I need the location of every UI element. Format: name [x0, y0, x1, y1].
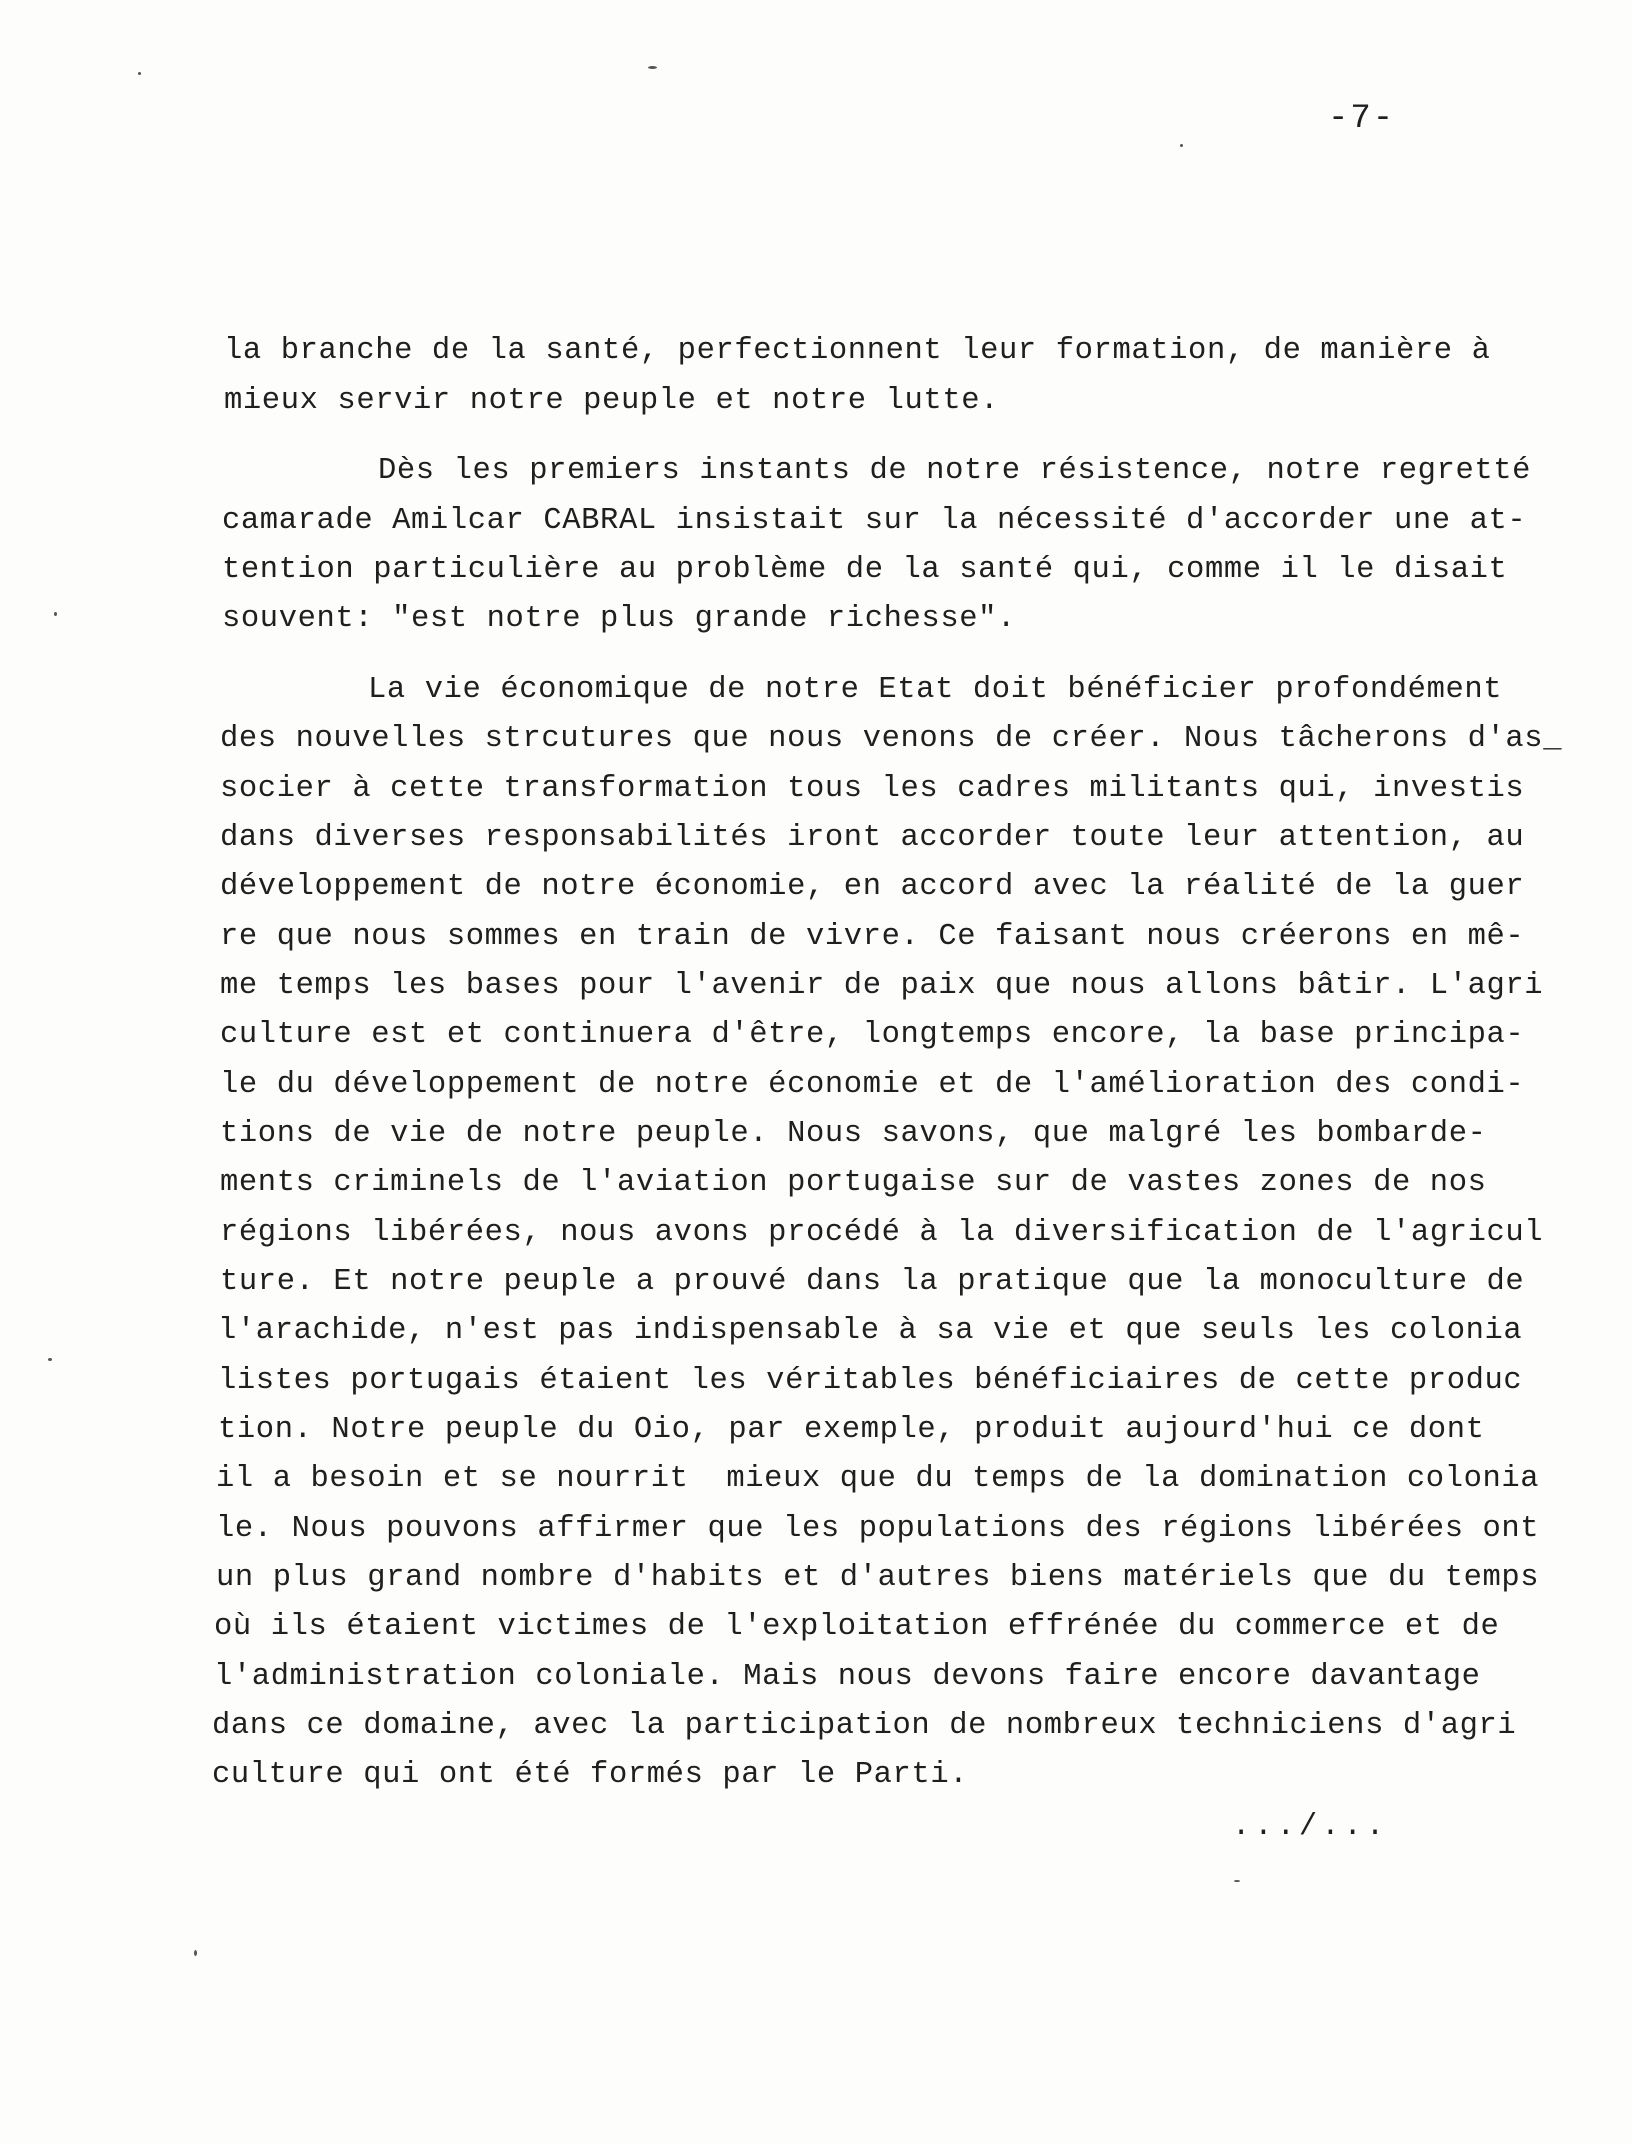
text-line: régions libérées, nous avons procédé à la diversification de l'agricul: [220, 1216, 1544, 1250]
text-line: tion. Notre peuple du Oio, par exemple, produit aujourd'hui ce dont: [218, 1413, 1485, 1447]
text-line: dans diverses responsabilités iront accorder toute leur attention, au: [220, 821, 1525, 855]
text-line: culture est et continuera d'être, longtemps encore, la base principa-: [220, 1018, 1525, 1052]
text-line: le du développement de notre économie et de l'amélioration des condi-: [220, 1068, 1525, 1102]
text-line: la branche de la santé, perfectionnent leur formation, de manière à: [224, 334, 1491, 368]
text-line: un plus grand nombre d'habits et d'autres biens matériels que du temps: [216, 1561, 1540, 1595]
text-line: le. Nous pouvons affirmer que les populations des régions libérées ont: [216, 1512, 1540, 1546]
scan-speck: [194, 1950, 197, 1956]
text-line: camarade Amilcar CABRAL insistait sur la nécessité d'accorder une at-: [222, 504, 1527, 538]
text-line: dans ce domaine, avec la participation de nombreux techniciens d'agri: [212, 1709, 1517, 1743]
text-line: développement de notre économie, en accord avec la réalité de la guer: [220, 870, 1525, 904]
text-line: où ils étaient victimes de l'exploitation effrénée du commerce et de: [214, 1610, 1500, 1644]
scan-speck: [1234, 1880, 1240, 1882]
page-number: -7-: [1328, 100, 1396, 138]
text-line: Dès les premiers instants de notre résistence, notre regretté: [378, 454, 1532, 488]
text-line: il a besoin et se nourrit mieux que du temps de la domination colonia: [216, 1462, 1540, 1496]
text-line: La vie économique de notre Etat doit bénéficier profondément: [368, 673, 1503, 707]
text-line: listes portugais étaient les véritables bénéficiaires de cette produc: [218, 1364, 1523, 1398]
text-line: socier à cette transformation tous les cadres militants qui, investis: [220, 772, 1525, 806]
text-line: l'arachide, n'est pas indispensable à sa vie et que seuls les colonia: [218, 1314, 1523, 1348]
scan-speck: [1180, 144, 1183, 147]
text-line: souvent: "est notre plus grande richesse".: [222, 602, 1016, 636]
text-line: culture qui ont été formés par le Parti.: [212, 1758, 969, 1792]
text-line: re que nous sommes en train de vivre. Ce faisant nous créerons en mê-: [220, 920, 1525, 954]
text-line: l'administration coloniale. Mais nous devons faire encore davantage: [214, 1660, 1481, 1694]
continuation-mark: .../...: [1232, 1810, 1389, 1844]
text-line: des nouvelles strcutures que nous venons de créer. Nous tâcherons d'as_: [220, 722, 1563, 756]
text-line: me temps les bases pour l'avenir de paix que nous allons bâtir. L'agri: [220, 969, 1544, 1003]
scan-speck: [48, 1358, 52, 1361]
text-line: ments criminels de l'aviation portugaise sur de vastes zones de nos: [220, 1166, 1487, 1200]
text-line: mieux servir notre peuple et notre lutte.: [224, 384, 1000, 418]
text-line: ture. Et notre peuple a prouvé dans la pratique que la monoculture de: [220, 1265, 1525, 1299]
scan-speck: [138, 72, 141, 75]
text-line: tention particulière au problème de la santé qui, comme il le disait: [222, 553, 1508, 587]
text-line: tions de vie de notre peuple. Nous savons, que malgré les bombarde-: [220, 1117, 1487, 1151]
scan-speck: [54, 612, 57, 616]
scan-speck: [648, 66, 657, 69]
